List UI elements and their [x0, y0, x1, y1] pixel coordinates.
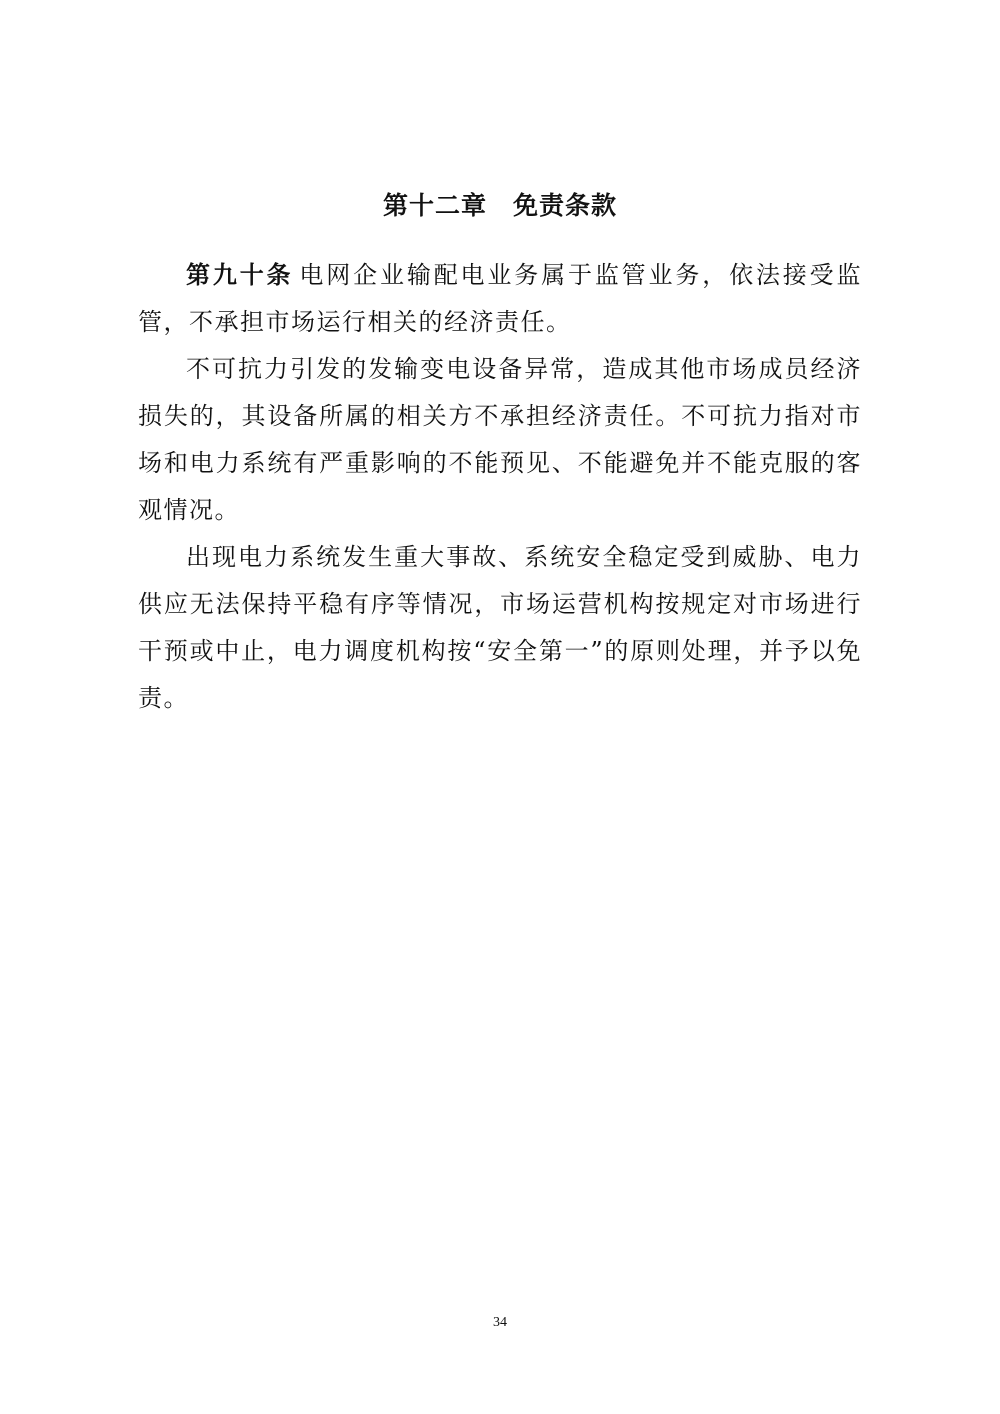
- article-paragraph: [138, 534, 862, 722]
- paragraph-text: 电网企业输配电业务属于监管业务，依法接受监管，不承担市场运行相关的经济责任。: [138, 261, 863, 336]
- page-number: 34: [493, 1315, 507, 1330]
- article-paragraph: [138, 346, 862, 534]
- article-body: [138, 252, 862, 722]
- article-paragraph: [138, 252, 862, 346]
- paragraph-text: 不可抗力引发的发输变电设备异常，造成其他市场成员经济损失的，其设备所属的相关方不承担经济责任。不可抗力指对市场和电力系统有严重影响的不能预见、不能避免并不能克服的客观情况。: [138, 355, 862, 524]
- article-number-label: 第九十条: [186, 261, 294, 289]
- chapter-title: 第十二章 免责条款: [382, 191, 617, 220]
- paragraph-text: 出现电力系统发生重大事故、系统安全稳定受到威胁、电力供应无法保持平稳有序等情况，市场运营机构按规定对市场进行干预或中止，电力调度机构按“安全第一”的原则处理，并予以免责。: [138, 543, 862, 712]
